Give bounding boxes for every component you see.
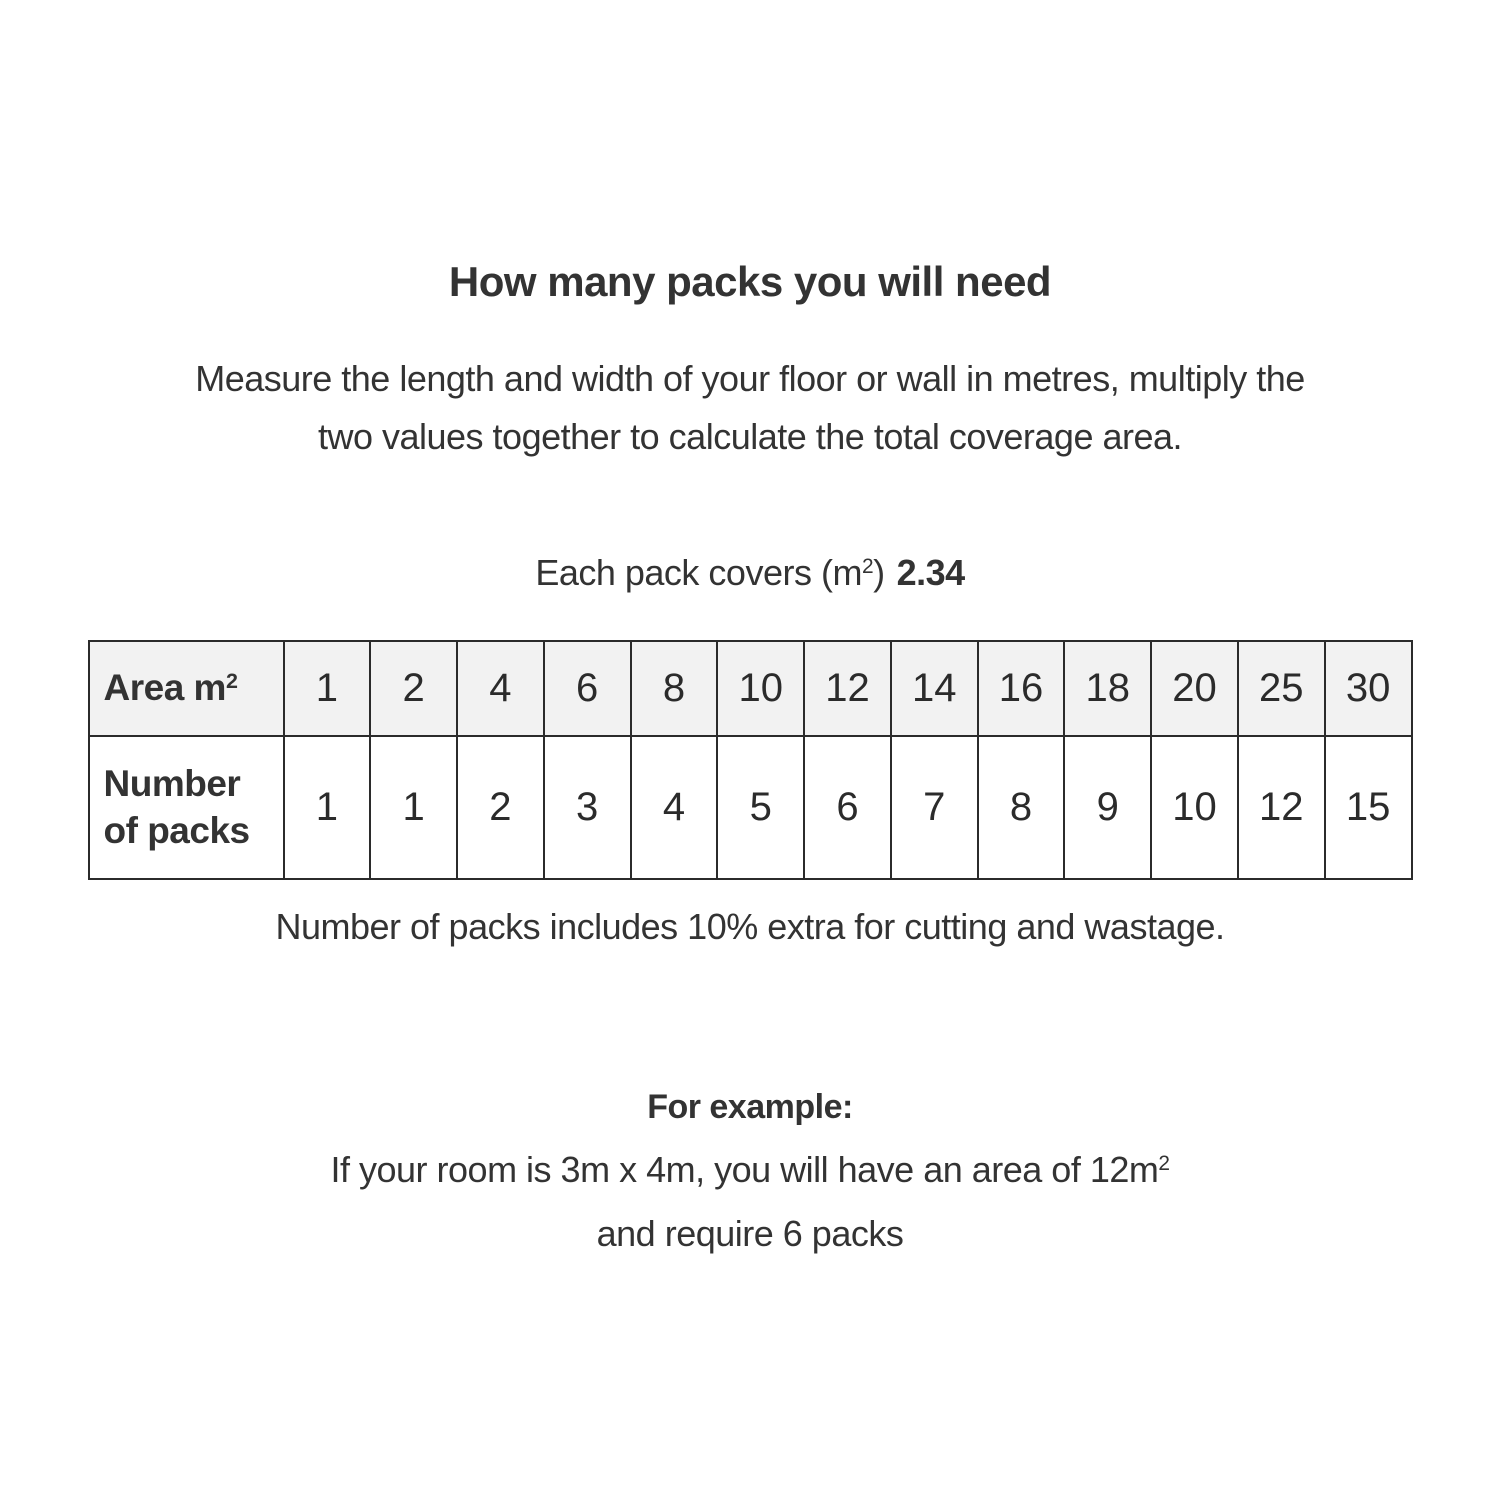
area-row-header-superscript: 2 xyxy=(225,668,238,693)
example-line-1-superscript: 2 xyxy=(1158,1151,1170,1175)
area-value-cell: 8 xyxy=(631,641,718,736)
area-value-cell: 30 xyxy=(1325,641,1412,736)
example-line-1 xyxy=(0,1149,1500,1191)
coverage-line xyxy=(0,552,1500,594)
pack-value-cell: 10 xyxy=(1151,736,1238,879)
area-value-cell: 4 xyxy=(457,641,544,736)
area-value-cell: 2 xyxy=(370,641,457,736)
pack-value-cell: 12 xyxy=(1238,736,1325,879)
coverage-label-close: ) xyxy=(873,552,885,593)
area-value-cell: 1 xyxy=(284,641,371,736)
area-value-cell: 18 xyxy=(1064,641,1151,736)
area-value-cell: 12 xyxy=(804,641,891,736)
example-line-2: and require 6 packs xyxy=(596,1213,904,1254)
pack-value-cell: 8 xyxy=(978,736,1065,879)
area-value-cell: 14 xyxy=(891,641,978,736)
intro-text xyxy=(0,350,1500,466)
wastage-note: Number of packs includes 10% extra for cutting and wastage. xyxy=(275,906,1225,947)
area-value-cell: 6 xyxy=(544,641,631,736)
example-line-1-text: If your room is 3m x 4m, you will have an area of 12m xyxy=(330,1149,1159,1190)
example-heading: For example: xyxy=(647,1088,853,1126)
pack-value-cell: 4 xyxy=(631,736,718,879)
intro-line-1: Measure the length and width of your floor or wall in metres, multiply the xyxy=(195,358,1305,399)
packs-row xyxy=(89,736,1412,879)
pack-value-cell: 6 xyxy=(804,736,891,879)
coverage-superscript: 2 xyxy=(861,554,874,578)
area-value-cell: 20 xyxy=(1151,641,1238,736)
intro-line-2: two values together to calculate the total coverage area. xyxy=(317,416,1183,457)
pack-value-cell: 15 xyxy=(1325,736,1412,879)
coverage-label: Each pack covers (m xyxy=(535,552,862,593)
area-row xyxy=(89,641,1412,736)
pack-value-cell: 9 xyxy=(1064,736,1151,879)
coverage-value: 2.34 xyxy=(896,552,965,593)
packs-table xyxy=(88,640,1413,880)
area-value-cell: 10 xyxy=(717,641,804,736)
page-title: How many packs you will need xyxy=(448,258,1052,305)
area-value-cell: 25 xyxy=(1238,641,1325,736)
pack-value-cell: 2 xyxy=(457,736,544,879)
packs-row-header: Number of packs xyxy=(89,736,284,879)
area-value-cell: 16 xyxy=(978,641,1065,736)
area-row-header xyxy=(89,641,284,736)
area-row-header-label: Area m xyxy=(103,667,226,709)
pack-value-cell: 1 xyxy=(284,736,371,879)
pack-value-cell: 1 xyxy=(370,736,457,879)
pack-value-cell: 3 xyxy=(544,736,631,879)
pack-value-cell: 7 xyxy=(891,736,978,879)
pack-value-cell: 5 xyxy=(717,736,804,879)
